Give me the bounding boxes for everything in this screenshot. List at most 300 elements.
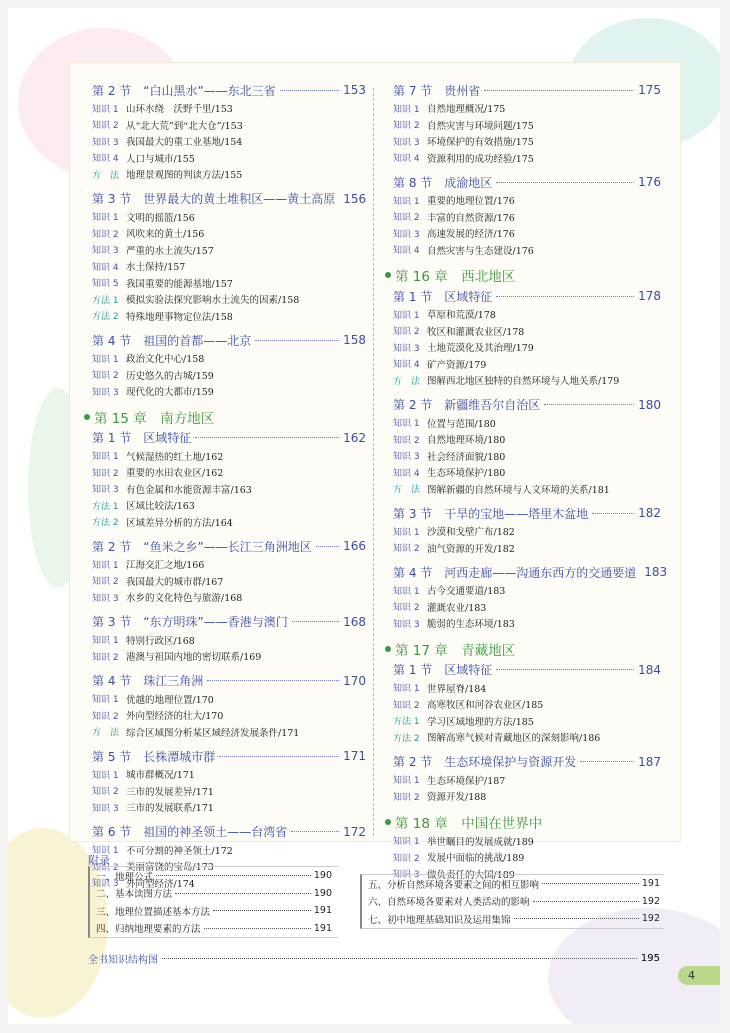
- method-label: 方法 2: [393, 733, 420, 744]
- knowledge-label: 知识 2: [92, 468, 119, 479]
- appendix-item-label: 五、分析自然环境各要素之间的相互影响: [368, 879, 540, 891]
- structure-map-entry[interactable]: [88, 950, 660, 966]
- section-title: 第 4 节 珠江三角洲: [92, 674, 204, 688]
- toc-item: [92, 464, 366, 481]
- toc-item: [393, 696, 661, 713]
- leader-dots: [255, 340, 339, 341]
- section-title: 第 3 节 世界最大的黄土堆积区——黄土高原: [92, 192, 336, 206]
- knowledge-label: 知识 1: [393, 776, 420, 787]
- item-text: 区域比较法/163: [126, 501, 195, 513]
- knowledge-label: 知识 2: [393, 121, 420, 132]
- item-text: 社会经济面貌/180: [427, 451, 506, 463]
- knowledge-label: 知识 3: [393, 619, 420, 630]
- leader-dots: [592, 513, 634, 514]
- section-page: 178: [638, 289, 661, 303]
- knowledge-label: 知识 1: [92, 560, 119, 571]
- toc-item: [92, 648, 366, 665]
- item-text: 牧区和灌溉农业区/178: [427, 326, 525, 338]
- toc-item: [92, 724, 366, 741]
- section-heading[interactable]: [393, 660, 661, 680]
- item-text: 自然地理概况/175: [427, 104, 506, 116]
- toc-item: [393, 339, 661, 356]
- knowledge-label: 知识 1: [393, 684, 420, 695]
- toc-item: [393, 100, 661, 117]
- section-page: 171: [343, 749, 366, 763]
- toc-item: [92, 497, 366, 514]
- section-title: 第 1 节 区域特征: [393, 663, 493, 677]
- item-text: 水土保持/157: [126, 262, 186, 274]
- column-divider: [373, 88, 374, 836]
- knowledge-label: 知识 4: [393, 468, 420, 479]
- toc-item: [393, 117, 661, 134]
- method-label: 方法 1: [92, 501, 119, 512]
- knowledge-label: 知识 2: [393, 544, 420, 555]
- chapter-title: 第 17 章 青藏地区: [395, 642, 516, 659]
- section-title: 第 4 节 河西走廊——沟通东西方的交通要道: [393, 565, 637, 580]
- item-text: 地理景观图的判读方法/155: [126, 170, 243, 182]
- section-page: 187: [638, 754, 661, 769]
- item-text: 资源利用的成功经验/175: [427, 153, 534, 165]
- knowledge-label: 知识 4: [393, 154, 420, 165]
- knowledge-label: 知识 1: [92, 695, 119, 706]
- appendix-item[interactable]: [96, 867, 332, 885]
- appendix-item-label: 七、初中地理基础知识及运用集锦: [368, 914, 511, 926]
- toc-item: [92, 448, 366, 465]
- toc-item: [92, 291, 366, 308]
- knowledge-label: 知识 1: [393, 527, 420, 538]
- appendix-item[interactable]: [96, 920, 332, 938]
- knowledge-label: 知识 2: [92, 652, 119, 663]
- item-text: 我国最大的重工业基地/154: [126, 137, 243, 149]
- knowledge-label: 知识 1: [393, 196, 420, 207]
- leader-dots: [496, 669, 634, 670]
- knowledge-label: 知识 3: [92, 593, 119, 604]
- knowledge-label: 知识 3: [92, 879, 119, 890]
- knowledge-label: 知识 2: [92, 371, 119, 382]
- section-title: 第 1 节 区域特征: [92, 431, 192, 445]
- item-text: 外向型经济/174: [126, 878, 195, 890]
- chapter-title: 第 16 章 西北地区: [395, 269, 516, 285]
- section-title: 第 2 节 生态环境保护与资源开发: [393, 755, 577, 769]
- knowledge-label: 知识 2: [92, 787, 119, 798]
- leader-dots: [580, 761, 634, 762]
- item-text: 丰富的自然资源/176: [427, 212, 515, 224]
- knowledge-label: 知识 1: [393, 419, 420, 430]
- item-text: 自然灾害与环境问题/175: [427, 120, 534, 132]
- chapter-bullet-icon: [385, 646, 391, 652]
- toc-item: [92, 117, 366, 134]
- item-text: 现代化的大都市/159: [126, 387, 214, 399]
- section-heading[interactable]: [92, 746, 366, 766]
- section-title: 第 3 节 “东方明珠”——香港与澳门: [92, 615, 288, 629]
- section-heading[interactable]: [92, 612, 366, 632]
- leader-dots: [207, 680, 339, 681]
- item-text: 文明的摇篮/156: [126, 212, 195, 224]
- leader-dots: [219, 756, 339, 757]
- chapter-title: 第 18 章 中国在世界中: [395, 815, 543, 832]
- toc-left-column: [84, 80, 366, 891]
- item-text: 特殊地理事物定位法/158: [126, 311, 233, 323]
- toc-item: [92, 133, 366, 150]
- section-heading[interactable]: [393, 503, 661, 523]
- toc-item: [92, 799, 366, 816]
- leader-dots: [204, 928, 311, 929]
- chapter-bullet-icon: [385, 819, 391, 825]
- section-page: 170: [343, 673, 366, 688]
- item-text: 资源开发/188: [427, 792, 487, 804]
- item-text: 生态环境保护/180: [427, 468, 506, 480]
- toc-item: [393, 306, 661, 323]
- appendix-left-list: [96, 867, 332, 937]
- appendix-item-page: 192: [641, 913, 660, 925]
- section-page: 180: [638, 397, 661, 412]
- chapter-heading: [385, 638, 661, 660]
- item-text: 区域差异分析的方法/164: [126, 517, 233, 529]
- toc-item: [393, 729, 661, 746]
- leader-dots: [280, 90, 339, 91]
- knowledge-label: 知识 3: [393, 870, 420, 881]
- toc-item: [92, 308, 366, 325]
- section-title: 第 5 节 长株潭城市群: [92, 749, 216, 764]
- method-label: 方 法: [92, 170, 120, 181]
- item-text: 图解高寒气候对青藏地区的深刻影响/186: [427, 733, 601, 745]
- item-text: 自然灾害与生态建设/176: [427, 245, 534, 257]
- toc-item: [92, 100, 366, 117]
- knowledge-label: 知识 3: [92, 485, 119, 496]
- appendix-item[interactable]: [96, 885, 332, 903]
- item-text: 从“北大荒”到“北大仓”/153: [126, 120, 243, 132]
- appendix-item-label: 二、基本读图方法: [96, 889, 173, 901]
- toc-item: [393, 431, 661, 448]
- toc-item: [92, 258, 366, 275]
- toc-right-column: [385, 80, 668, 882]
- knowledge-label: 知识 1: [92, 452, 119, 463]
- item-text: 举世瞩目的发展成就/189: [427, 836, 534, 848]
- toc-item: [92, 783, 366, 800]
- section-title: 第 4 节 祖国的首都——北京: [92, 333, 252, 348]
- section-page: 166: [343, 539, 366, 553]
- chapter-bullet-icon: [84, 414, 90, 420]
- knowledge-label: 知识 2: [393, 792, 420, 803]
- toc-item: [393, 582, 661, 599]
- knowledge-label: 知识 2: [92, 862, 119, 873]
- toc-item: [92, 350, 366, 367]
- section-heading[interactable]: [393, 752, 661, 772]
- item-text: 高寒牧区和河谷农业区/185: [427, 700, 544, 712]
- item-text: 政治文化中心/158: [126, 354, 205, 366]
- item-text: 灌溉农业/183: [427, 602, 487, 614]
- item-text: 三市的发展联系/171: [126, 803, 214, 815]
- leader-dots: [533, 901, 639, 902]
- chapter-bullet-icon: [385, 272, 391, 278]
- section-heading[interactable]: [393, 286, 661, 306]
- section-title: 第 1 节 区域特征: [393, 289, 493, 304]
- section-title: 第 2 节 “鱼米之乡”——长江三角洲地区: [92, 539, 312, 554]
- toc-item: [393, 772, 661, 789]
- section-heading[interactable]: [92, 536, 366, 556]
- method-label: 方法 2: [92, 518, 119, 529]
- appendix-item-page: 191: [313, 905, 332, 917]
- knowledge-label: 知识 1: [393, 586, 420, 597]
- leader-dots: [514, 918, 639, 919]
- knowledge-label: 知识 2: [92, 229, 119, 240]
- toc-item: [92, 573, 366, 590]
- knowledge-label: 知识 2: [92, 711, 119, 722]
- section-page: 158: [343, 333, 366, 347]
- item-text: 世界屋脊/184: [427, 683, 487, 695]
- item-text: 外向型经济的壮大/170: [126, 711, 224, 723]
- toc-item: [92, 589, 366, 606]
- item-text: 港澳与祖国内地的密切联系/169: [126, 652, 262, 664]
- toc-item: [92, 209, 366, 226]
- toc-item: [92, 275, 366, 292]
- item-text: 自然地理环境/180: [427, 435, 506, 447]
- knowledge-label: 知识 1: [92, 354, 119, 365]
- item-text: 历史悠久的古城/159: [126, 370, 214, 382]
- appendix-item[interactable]: [368, 875, 660, 893]
- item-text: 我国重要的能源基地/157: [126, 278, 233, 290]
- toc-item: [92, 556, 366, 573]
- knowledge-label: 知识 3: [92, 246, 119, 257]
- toc-item: [92, 632, 366, 649]
- toc-item: [92, 481, 366, 498]
- toc-item: [393, 209, 661, 226]
- knowledge-label: 知识 4: [393, 360, 420, 371]
- section-heading[interactable]: [393, 395, 661, 415]
- leader-dots: [156, 875, 311, 876]
- knowledge-label: 知识 1: [92, 846, 119, 857]
- toc-item: [92, 691, 366, 708]
- section-heading[interactable]: [92, 428, 366, 448]
- toc-item: [92, 166, 366, 183]
- leader-dots: [316, 546, 339, 547]
- knowledge-label: 知识 2: [393, 213, 420, 224]
- knowledge-label: 知识 4: [393, 246, 420, 257]
- leader-dots: [496, 296, 634, 297]
- knowledge-label: 知识 1: [92, 636, 119, 647]
- item-text: 学习区域地理的方法/185: [427, 716, 534, 728]
- item-text: 发展中面临的挑战/189: [427, 853, 525, 865]
- item-text: 江海交汇之地/166: [126, 560, 205, 572]
- item-text: 生态环境保护/187: [427, 775, 506, 787]
- knowledge-label: 知识 3: [393, 452, 420, 463]
- section-page: 183: [644, 565, 668, 579]
- chapter-heading: [385, 264, 661, 286]
- knowledge-label: 知识 5: [92, 279, 119, 290]
- item-text: 土地荒漠化及其治理/179: [427, 343, 534, 355]
- method-label: 方 法: [393, 376, 421, 387]
- item-text: 重要的水田农业区/162: [126, 468, 224, 480]
- chapter-title: 第 15 章 南方地区: [94, 410, 215, 427]
- page-number-tab: [678, 966, 720, 985]
- appendix-item-page: 190: [313, 887, 332, 899]
- knowledge-label: 知识 4: [92, 154, 119, 165]
- appendix-title: 附录: [88, 854, 110, 867]
- item-text: 矿产资源/179: [427, 359, 487, 371]
- item-text: 水乡的文化特色与旅游/168: [126, 593, 243, 605]
- appendix-item-page: 191: [313, 922, 332, 934]
- item-text: 沙漠和戈壁广布/182: [427, 527, 515, 539]
- leader-dots: [291, 831, 339, 832]
- toc-item: [393, 372, 661, 389]
- item-text: 有色金属和水能资源丰富/163: [126, 484, 252, 496]
- toc-item: [393, 833, 661, 850]
- toc-item: [92, 766, 366, 783]
- toc-item: [393, 133, 661, 150]
- toc-item: [393, 481, 661, 498]
- item-text: 环境保护的有效措施/175: [427, 137, 534, 149]
- section-page: 172: [343, 824, 366, 839]
- toc-item: [393, 356, 661, 373]
- knowledge-label: 知识 1: [393, 310, 420, 321]
- section-heading[interactable]: [92, 671, 366, 691]
- toc-item: [92, 367, 366, 384]
- section-page: 153: [343, 83, 366, 97]
- item-text: 气候湿热的红土地/162: [126, 451, 224, 463]
- appendix-item-page: 192: [641, 895, 660, 907]
- method-label: 方法 1: [92, 295, 119, 306]
- section-title: 第 8 节 成渝地区: [393, 175, 493, 190]
- toc-item: [393, 464, 661, 481]
- knowledge-label: 知识 3: [393, 343, 420, 354]
- item-text: 不可分割的神圣领土/172: [126, 845, 233, 857]
- item-text: 图解新疆的自然环境与人文环境的关系/181: [427, 484, 610, 496]
- toc-item: [92, 514, 366, 531]
- section-heading[interactable]: [92, 189, 366, 209]
- structure-map-page: 195: [640, 952, 660, 964]
- knowledge-label: 知识 1: [92, 213, 119, 224]
- item-text: 油气资源的开发/182: [427, 543, 515, 555]
- leader-dots: [175, 893, 311, 894]
- appendix-item[interactable]: [368, 893, 660, 911]
- toc-item: [393, 523, 661, 540]
- section-title: 第 7 节 贵州省: [393, 83, 481, 98]
- section-heading[interactable]: [92, 822, 366, 842]
- item-text: 严重的水土流失/157: [126, 245, 214, 257]
- leader-dots: [162, 958, 637, 959]
- toc-item: [393, 150, 661, 167]
- toc-item: [393, 599, 661, 616]
- toc-item: [92, 842, 366, 859]
- knowledge-label: 知识 4: [92, 262, 119, 273]
- section-title: 第 6 节 祖国的神圣领土——台湾省: [92, 825, 288, 839]
- leader-dots: [484, 90, 634, 91]
- knowledge-label: 知识 2: [92, 577, 119, 588]
- item-text: 高速发展的经济/176: [427, 229, 515, 241]
- method-label: 方 法: [393, 485, 421, 496]
- leader-dots: [195, 437, 339, 438]
- toc-item: [393, 788, 661, 805]
- appendix-item-page: 191: [641, 878, 660, 890]
- knowledge-label: 知识 3: [92, 387, 119, 398]
- item-text: 做负责任的大国/189: [427, 869, 515, 881]
- page-number: 4: [688, 969, 695, 982]
- knowledge-label: 知识 2: [92, 121, 119, 132]
- knowledge-label: 知识 2: [393, 603, 420, 614]
- structure-map-label: 全书知识结构图: [88, 954, 158, 966]
- item-text: 重要的地理位置/176: [427, 196, 515, 208]
- section-title: 第 2 节 新疆维吾尔自治区: [393, 398, 541, 412]
- item-text: 我国最大的城市群/167: [126, 576, 224, 588]
- toc-item: [92, 383, 366, 400]
- item-text: 脆弱的生态环境/183: [427, 619, 515, 631]
- knowledge-label: 知识 1: [393, 837, 420, 848]
- section-page: 168: [343, 614, 366, 629]
- knowledge-label: 知识 2: [393, 700, 420, 711]
- item-text: 人口与城市/155: [126, 153, 195, 165]
- method-label: 方 法: [92, 728, 120, 739]
- leader-dots: [213, 910, 311, 911]
- appendix-item-label: 六、自然环境各要素对人类活动的影响: [368, 897, 530, 909]
- section-page: 156: [343, 191, 367, 206]
- item-text: 古今交通要道/183: [427, 586, 506, 598]
- toc-item: [393, 323, 661, 340]
- toc-item: [92, 707, 366, 724]
- knowledge-label: 知识 3: [393, 229, 420, 240]
- section-heading[interactable]: [393, 80, 661, 100]
- section-heading[interactable]: [393, 562, 668, 582]
- item-text: 模拟实验法探究影响水土流失的因素/158: [126, 295, 300, 307]
- section-page: 184: [638, 662, 661, 677]
- item-text: 位置与范围/180: [427, 418, 496, 430]
- toc-item: [92, 150, 366, 167]
- knowledge-label: 知识 3: [393, 137, 420, 148]
- method-label: 方法 1: [393, 717, 420, 728]
- section-heading[interactable]: [92, 80, 366, 100]
- appendix-item[interactable]: [96, 902, 332, 920]
- item-text: 草原和荒漠/178: [427, 310, 496, 322]
- knowledge-label: 知识 1: [393, 104, 420, 115]
- appendix-right-list: [368, 875, 660, 928]
- section-page: 182: [638, 506, 661, 520]
- section-page: 176: [638, 175, 661, 189]
- section-heading[interactable]: [92, 330, 366, 350]
- method-label: 方法 2: [92, 312, 119, 323]
- knowledge-label: 知识 1: [92, 770, 119, 781]
- knowledge-label: 知识 3: [92, 137, 119, 148]
- item-text: 图解西北地区独特的自然环境与人地关系/179: [427, 376, 620, 388]
- toc-item: [393, 540, 661, 557]
- item-text: 城市群概况/171: [126, 770, 195, 782]
- item-text: 美丽富饶的宝岛/173: [126, 862, 214, 874]
- leader-dots: [544, 404, 634, 405]
- leader-dots: [542, 883, 639, 884]
- appendix-item-label: 三、地理位置描述基本方法: [96, 906, 211, 918]
- section-page: 175: [638, 83, 661, 97]
- knowledge-label: 知识 2: [393, 853, 420, 864]
- knowledge-label: 知识 1: [92, 104, 119, 115]
- toc-item: [393, 225, 661, 242]
- toc-item: [393, 415, 661, 432]
- section-heading[interactable]: [393, 172, 661, 192]
- item-text: 优越的地理位置/170: [126, 694, 214, 706]
- toc-item: [393, 713, 661, 730]
- item-text: 特别行政区/168: [126, 635, 195, 647]
- appendix-item[interactable]: [368, 910, 660, 928]
- leader-dots: [292, 621, 339, 622]
- toc-item: [92, 225, 366, 242]
- item-text: 三市的发展差异/171: [126, 786, 214, 798]
- chapter-heading: [385, 811, 661, 833]
- section-title: 第 3 节 干旱的宝地——塔里木盆地: [393, 506, 589, 521]
- appendix-item-page: 190: [313, 870, 332, 882]
- toc-item: [393, 448, 661, 465]
- toc-item: [393, 849, 661, 866]
- item-text: 山环水绕 沃野千里/153: [126, 104, 233, 116]
- chapter-heading: [84, 406, 366, 428]
- toc-item: [393, 615, 661, 632]
- item-text: 风吹来的黄土/156: [126, 229, 205, 241]
